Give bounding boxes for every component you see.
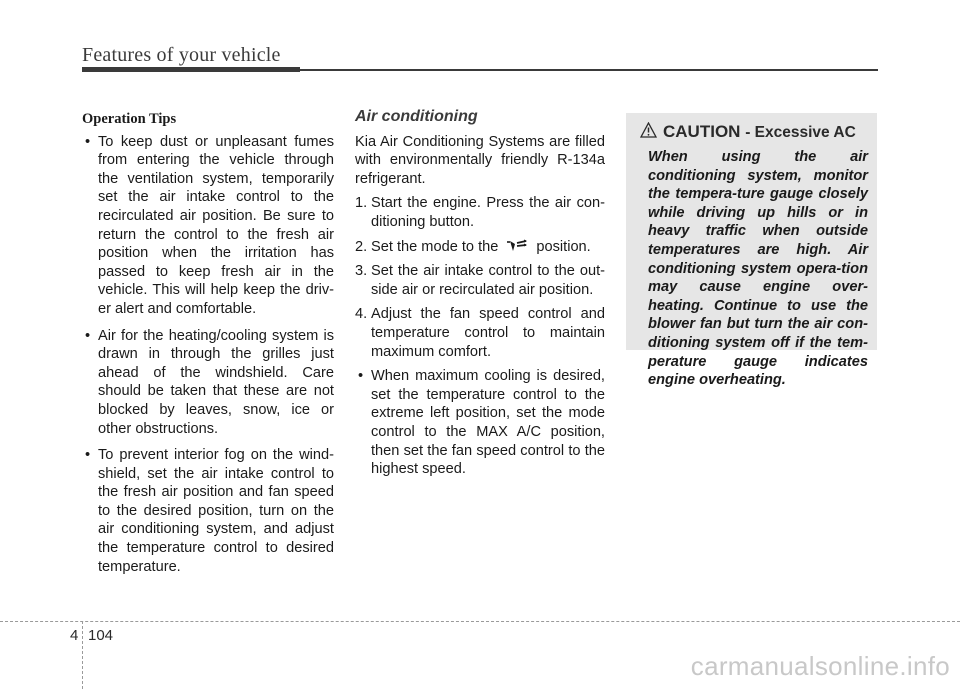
list-item xyxy=(355,262,605,299)
caution-subtitle: - Excessive AC xyxy=(745,124,856,141)
intro-paragraph: Kia Air Conditioning Systems are filled with environmentally friendly R-134a refrigerant. xyxy=(355,133,605,187)
list-item xyxy=(355,194,605,231)
list-item: • When maximum cooling is desired, set the temperature control to the extreme left position, set the mode control to the MAX A/C position, then set the fan speed control to the highest speed. xyxy=(355,367,605,479)
max-cooling-list xyxy=(355,367,605,479)
list-item xyxy=(355,305,605,361)
warning-triangle-icon xyxy=(640,122,657,138)
header-rule xyxy=(300,69,878,71)
step-number: 2. xyxy=(355,238,368,255)
step-number: 3. xyxy=(355,263,368,280)
caution-box xyxy=(626,113,877,389)
list-item xyxy=(355,238,605,257)
watermark: carmanualsonline.info xyxy=(690,651,950,681)
list-item: • To keep dust or unpleasant fumes from entering the vehicle through the ventilation system, temporarily set the air intake control to the recirculated air position. Be sure to return the control to the fresh air position when the irritation has passed to keep fresh air in the vehicle. This will help keep the driv-er alert and comfortable. xyxy=(82,133,334,319)
steps-list xyxy=(355,194,605,361)
list-item: • To prevent interior fog on the wind-shield, set the air intake control to the fresh air position and fan speed to the desired position, turn on the air conditioning system, and adjust the temperature control to desired temperature. xyxy=(82,446,334,576)
list-item: • Air for the heating/cooling system is drawn in through the grilles just ahead of the windshield. Care should be taken that these are not blocked by leaves, snow, ice or other obstructions. xyxy=(82,327,334,439)
step-text: Start the engine. Press the air con-ditioning button. xyxy=(371,195,605,230)
step-number: 4. xyxy=(355,306,368,323)
operation-tips-list xyxy=(82,133,334,577)
middle-column xyxy=(355,108,605,487)
caution-text: When using the air conditioning system, monitor the tempera-ture gauge closely while driving up hills or in heavy traffic when outside temperatures are high. Air conditioning system opera-tion may cause engine over-heating. Continue to use the blower fan but turn the air con-ditioning system off if the tem-perature gauge indicates engine overheating. xyxy=(648,149,868,389)
caution-label: CAUTION xyxy=(663,122,741,141)
chapter-number: 4 xyxy=(70,627,79,644)
air-conditioning-heading: Air conditioning xyxy=(355,108,478,125)
step-number: 1. xyxy=(355,195,368,212)
left-column xyxy=(82,108,334,584)
footer-divider xyxy=(82,621,83,689)
step-text: Adjust the fan speed control and temperature control to maintain maximum comfort. xyxy=(371,306,605,360)
operation-tips-heading: Operation Tips xyxy=(82,111,177,127)
step-text: position. xyxy=(536,238,591,255)
step-text: Set the air intake control to the out-side air or recirculated air position. xyxy=(371,263,605,298)
face-vent-mode-icon xyxy=(504,239,530,253)
step-text: Set the mode to the xyxy=(371,238,499,255)
caution-title xyxy=(640,122,856,142)
header-bar xyxy=(82,67,300,72)
header-title: Features of your vehicle xyxy=(82,44,281,66)
page-number: 104 xyxy=(88,627,114,644)
footer-rule xyxy=(0,621,960,622)
